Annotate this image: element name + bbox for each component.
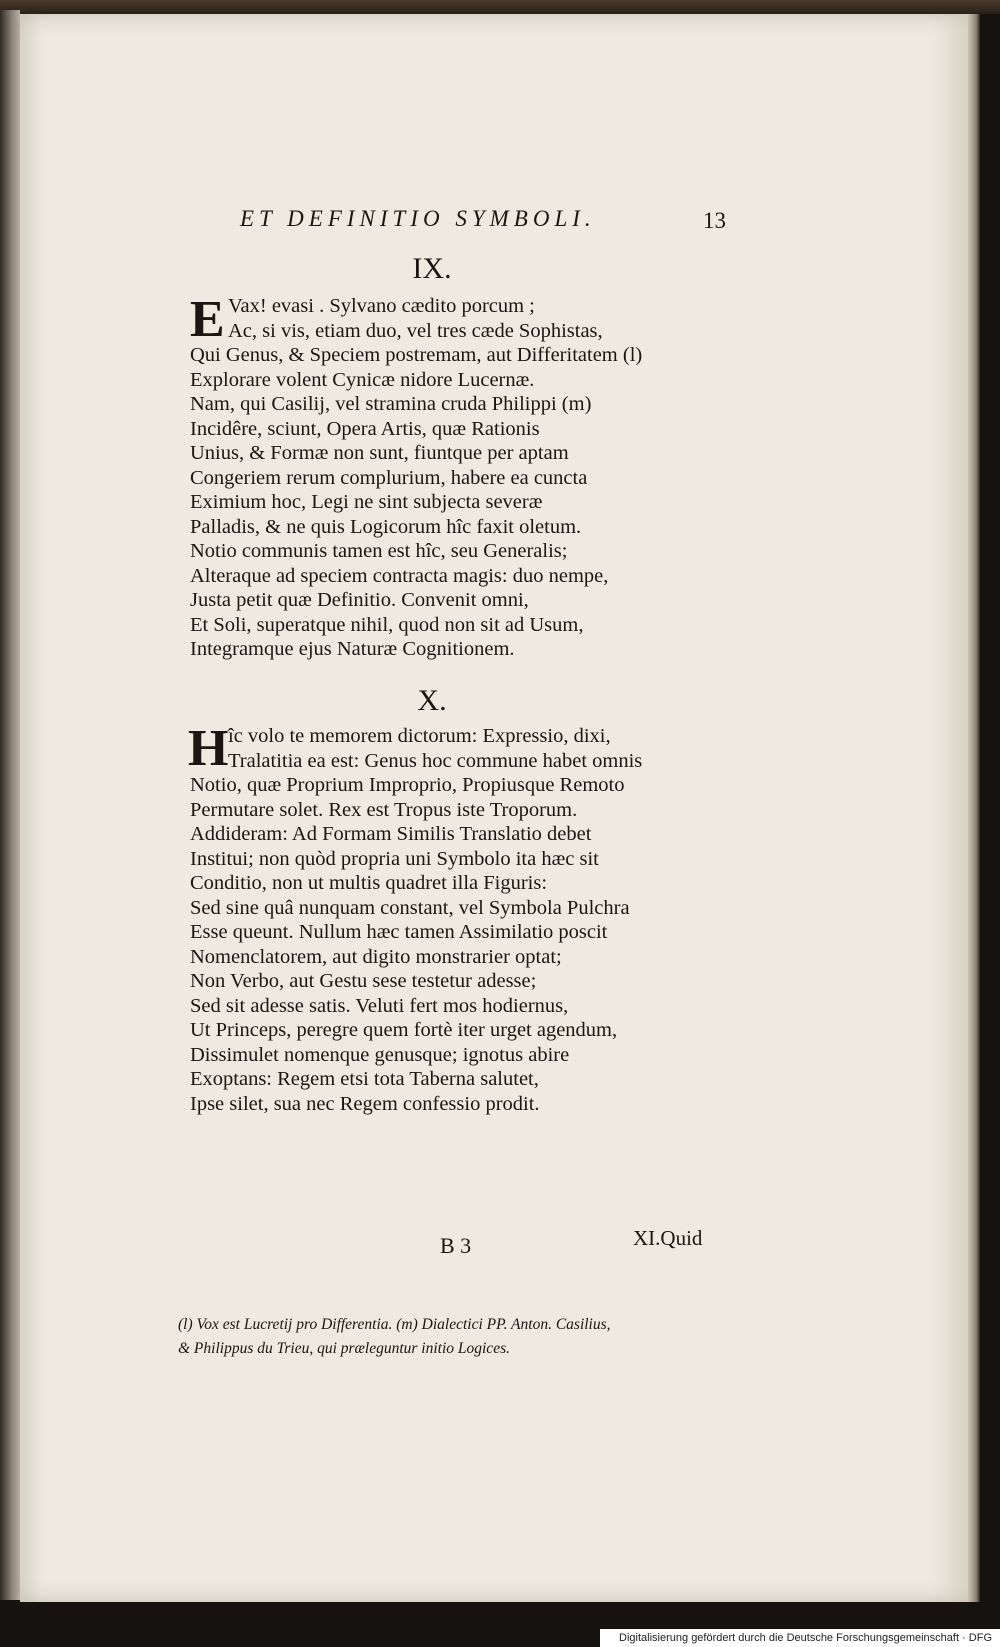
verse-line: Conditio, non ut multis quadret illa Figuris:	[190, 872, 548, 894]
signature-mark: B 3	[440, 1233, 472, 1258]
verse-line: Et Soli, superatque nihil, quod non sit ad Usum,	[190, 613, 584, 636]
footnote-line: (l) Vox est Lucretij pro Differentia. (m) Dialectici PP. Anton. Casilius,	[178, 1316, 611, 1333]
running-head: ET DEFINITIO SYMBOLI.	[240, 206, 596, 231]
catchword: XI.Quid	[633, 1226, 703, 1250]
verse-line: Esse queunt. Nullum hæc tamen Assimilatio poscit	[190, 921, 608, 943]
verse-line: Nam, qui Casilij, vel stramina cruda Philippi (m)	[190, 393, 592, 415]
verse-line: Notio communis tamen est hîc, seu Generalis;	[190, 540, 568, 562]
verse-line: Nomenclatorem, aut digito monstrarier optat;	[190, 945, 562, 968]
page-edge	[968, 14, 980, 1602]
page-number: 13	[703, 208, 726, 233]
book-binding-top	[0, 0, 1000, 14]
verse-line: Incidêre, sciunt, Opera Artis, quæ Rationis	[190, 417, 540, 440]
verse-line: îc volo te memorem dictorum: Expressio, dixi,	[228, 725, 611, 747]
verse-line: Ac, si vis, etiam duo, vel tres cæde Sophistas,	[228, 319, 603, 342]
verse-line: Non Verbo, aut Gestu sese testetur adesse;	[190, 970, 537, 992]
verse-line: Justa petit quæ Definitio. Convenit omni,	[190, 589, 529, 611]
verse-line: Tralatitia ea est: Genus hoc commune habet omnis	[228, 749, 643, 772]
verse-line: Institui; non quòd propria uni Symbolo ita hæc sit	[190, 847, 599, 870]
book-gutter	[0, 10, 20, 1600]
verse-line: Qui Genus, & Speciem postremam, aut Differitatem (l)	[190, 344, 643, 366]
section-number: X.	[417, 684, 447, 717]
verse-line: Sed sit adesse satis. Veluti fert mos hodiernus,	[190, 994, 569, 1017]
verse-line: Addideram: Ad Formam Similis Translatio debet	[190, 823, 592, 845]
verse-line: Sed sine quâ nunquam constant, vel Symbola Pulchra	[190, 896, 630, 919]
section-number: IX.	[412, 252, 452, 285]
footnotes	[178, 1313, 611, 1361]
verse-line: Explorare volent Cynicæ nidore Lucernæ.	[190, 368, 535, 391]
funding-banner: Digitalisierung gefördert durch die Deutsche Forschungsgemeinschaft · DFG	[600, 1629, 1000, 1647]
verse-line: Unius, & Formæ non sunt, fiuntque per aptam	[190, 442, 569, 464]
verse-line: Vax! evasi . Sylvano cædito porcum ;	[228, 295, 535, 317]
verse-line: Permutare solet. Rex est Tropus iste Troporum.	[190, 798, 578, 821]
verse-line: Notio, quæ Proprium Improprio, Propiusque Remoto	[190, 774, 625, 796]
verse-line: Ipse silet, sua nec Regem confessio prodit.	[190, 1092, 540, 1115]
verse-line: Palladis, & ne quis Logicorum hîc faxit oletum.	[190, 515, 582, 538]
drop-cap-initial: E	[190, 291, 225, 348]
drop-cap-initial: H	[188, 720, 229, 777]
verse-line: Ut Princeps, peregre quem fortè iter urget agendum,	[190, 1019, 618, 1041]
verse-line: Eximium hoc, Legi ne sint subjecta severæ	[190, 491, 543, 513]
footnote-line: & Philippus du Trieu, qui præleguntur initio Logices.	[178, 1340, 510, 1357]
verse-line: Exoptans: Regem etsi tota Taberna salutet,	[190, 1068, 539, 1090]
verse-block	[190, 291, 643, 662]
verse-line: Alteraque ad speciem contracta magis: duo nempe,	[190, 564, 609, 587]
verse-block	[188, 720, 643, 1116]
verse-line: Dissimulet nomenque genusque; ignotus abire	[190, 1043, 570, 1066]
verse-line: Congeriem rerum complurium, habere ea cuncta	[190, 466, 588, 489]
verse-line: Integramque ejus Naturæ Cognitionem.	[190, 638, 515, 660]
